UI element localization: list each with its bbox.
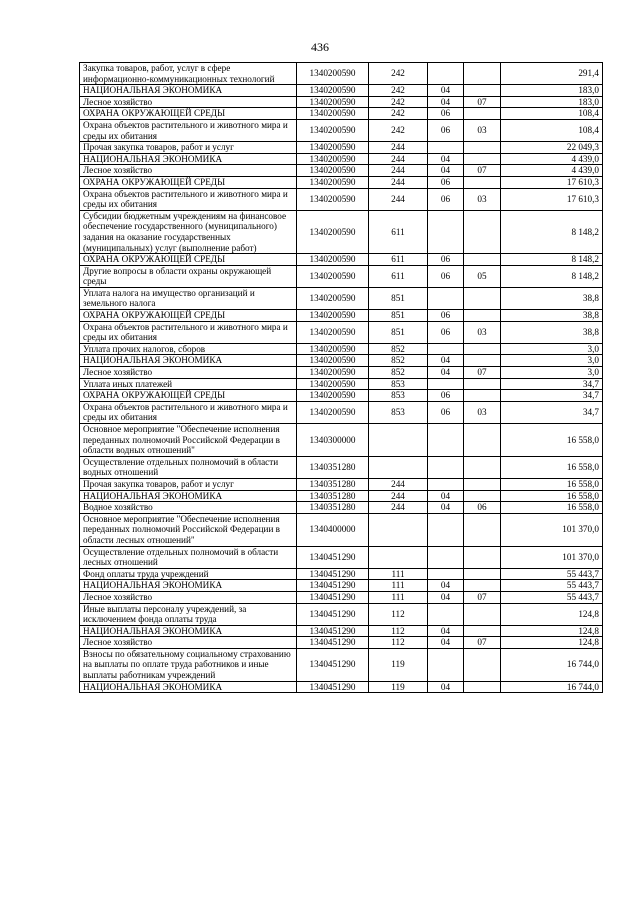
target-article-cell: 1340451290 (297, 546, 369, 568)
table-row (80, 424, 603, 457)
subsection-cell (464, 478, 501, 490)
table-row (80, 96, 603, 108)
target-article-cell: 1340200590 (297, 188, 369, 210)
amount-cell: 34,7 (501, 390, 603, 402)
table-row (80, 456, 603, 478)
section-cell: 04 (428, 367, 464, 379)
subsection-cell (464, 142, 501, 154)
item-name-cell: Лесное хозяйство (80, 637, 297, 649)
subsection-cell (464, 153, 501, 165)
amount-cell: 101 370,0 (501, 513, 603, 546)
table-row (80, 321, 603, 343)
target-article-cell: 1340200590 (297, 378, 369, 390)
section-cell: 04 (428, 153, 464, 165)
expense-type-cell: 112 (369, 603, 428, 625)
target-article-cell: 1340200590 (297, 142, 369, 154)
section-cell: 04 (428, 625, 464, 637)
budget-table-body (80, 63, 603, 693)
item-name-cell: ОХРАНА ОКРУЖАЮЩЕЙ СРЕДЫ (80, 254, 297, 266)
item-name-cell: Субсидии бюджетным учреждениям на финансовое обеспечение государственного (муниципального) задания на оказание государственных (муниципальных) услуг (выполнение работ) (80, 210, 297, 253)
section-cell: 04 (428, 490, 464, 502)
amount-cell: 16 558,0 (501, 478, 603, 490)
amount-cell: 101 370,0 (501, 546, 603, 568)
expense-type-cell: 112 (369, 625, 428, 637)
subsection-cell (464, 287, 501, 309)
subsection-cell (464, 603, 501, 625)
item-name-cell: Охрана объектов растительного и животного мира и среды их обитания (80, 321, 297, 343)
subsection-cell (464, 580, 501, 592)
item-name-cell: Иные выплаты персоналу учреждений, за исключением фонда оплаты труда (80, 603, 297, 625)
section-cell: 06 (428, 176, 464, 188)
expense-type-cell: 244 (369, 165, 428, 177)
amount-cell: 17 610,3 (501, 176, 603, 188)
table-row (80, 355, 603, 367)
subsection-cell (464, 254, 501, 266)
table-row (80, 681, 603, 693)
amount-cell: 16 558,0 (501, 502, 603, 514)
item-name-cell: НАЦИОНАЛЬНАЯ ЭКОНОМИКА (80, 681, 297, 693)
expense-type-cell: 852 (369, 343, 428, 355)
subsection-cell: 03 (464, 119, 501, 141)
table-row (80, 287, 603, 309)
table-row (80, 63, 603, 85)
item-name-cell: Охрана объектов растительного и животного мира и среды их обитания (80, 188, 297, 210)
subsection-cell: 07 (464, 367, 501, 379)
section-cell (428, 343, 464, 355)
item-name-cell: Охрана объектов растительного и животного мира и среды их обитания (80, 119, 297, 141)
target-article-cell: 1340200590 (297, 401, 369, 423)
expense-type-cell (369, 546, 428, 568)
section-cell: 06 (428, 321, 464, 343)
amount-cell: 108,4 (501, 119, 603, 141)
section-cell (428, 424, 464, 457)
item-name-cell: ОХРАНА ОКРУЖАЮЩЕЙ СРЕДЫ (80, 390, 297, 402)
target-article-cell: 1340200590 (297, 176, 369, 188)
section-cell (428, 648, 464, 681)
target-article-cell: 1340200590 (297, 265, 369, 287)
section-cell: 06 (428, 310, 464, 322)
expense-type-cell: 853 (369, 401, 428, 423)
item-name-cell: Уплата прочих налогов, сборов (80, 343, 297, 355)
section-cell (428, 603, 464, 625)
subsection-cell (464, 378, 501, 390)
amount-cell: 124,8 (501, 637, 603, 649)
subsection-cell: 05 (464, 265, 501, 287)
target-article-cell: 1340200590 (297, 153, 369, 165)
amount-cell: 55 443,7 (501, 591, 603, 603)
table-row (80, 153, 603, 165)
item-name-cell: Осуществление отдельных полномочий в области водных отношений (80, 456, 297, 478)
table-row (80, 176, 603, 188)
target-article-cell: 1340400000 (297, 513, 369, 546)
expense-type-cell: 244 (369, 142, 428, 154)
expense-type-cell (369, 513, 428, 546)
item-name-cell: Уплата налога на имущество организаций и земельного налога (80, 287, 297, 309)
target-article-cell: 1340451290 (297, 681, 369, 693)
amount-cell: 291,4 (501, 63, 603, 85)
target-article-cell: 1340451290 (297, 580, 369, 592)
target-article-cell: 1340300000 (297, 424, 369, 457)
amount-cell: 38,8 (501, 287, 603, 309)
section-cell: 04 (428, 165, 464, 177)
table-row (80, 265, 603, 287)
item-name-cell: Уплата иных платежей (80, 378, 297, 390)
expense-type-cell: 244 (369, 478, 428, 490)
item-name-cell: НАЦИОНАЛЬНАЯ ЭКОНОМИКА (80, 625, 297, 637)
section-cell: 06 (428, 265, 464, 287)
item-name-cell: Взносы по обязательному социальному страхованию на выплаты по оплате труда работников и иные выплаты работникам учреждений (80, 648, 297, 681)
subsection-cell (464, 625, 501, 637)
item-name-cell: НАЦИОНАЛЬНАЯ ЭКОНОМИКА (80, 153, 297, 165)
subsection-cell (464, 648, 501, 681)
amount-cell: 55 443,7 (501, 580, 603, 592)
target-article-cell: 1340451290 (297, 648, 369, 681)
table-row (80, 513, 603, 546)
section-cell (428, 287, 464, 309)
target-article-cell: 1340200590 (297, 165, 369, 177)
item-name-cell: Водное хозяйство (80, 502, 297, 514)
subsection-cell (464, 176, 501, 188)
item-name-cell: Основное мероприятие "Обеспечение исполнения переданных полномочий Российской Федерации в области лесных отношений" (80, 513, 297, 546)
item-name-cell: Основное мероприятие "Обеспечение исполнения переданных полномочий Российской Федерации в области водных отношений" (80, 424, 297, 457)
target-article-cell: 1340351280 (297, 502, 369, 514)
page-number: 436 (311, 40, 329, 54)
amount-cell: 34,7 (501, 401, 603, 423)
expense-type-cell: 242 (369, 85, 428, 97)
budget-table (79, 62, 603, 693)
section-cell: 06 (428, 390, 464, 402)
amount-cell: 16 558,0 (501, 490, 603, 502)
target-article-cell: 1340451290 (297, 568, 369, 580)
target-article-cell: 1340200590 (297, 321, 369, 343)
amount-cell: 34,7 (501, 378, 603, 390)
expense-type-cell: 111 (369, 568, 428, 580)
item-name-cell: Другие вопросы в области охраны окружающей среды (80, 265, 297, 287)
table-row (80, 254, 603, 266)
table-row (80, 165, 603, 177)
expense-type-cell: 851 (369, 310, 428, 322)
expense-type-cell: 611 (369, 210, 428, 253)
table-row (80, 210, 603, 253)
expense-type-cell: 852 (369, 367, 428, 379)
section-cell (428, 546, 464, 568)
item-name-cell: НАЦИОНАЛЬНАЯ ЭКОНОМИКА (80, 85, 297, 97)
amount-cell: 22 049,3 (501, 142, 603, 154)
target-article-cell: 1340200590 (297, 254, 369, 266)
subsection-cell (464, 355, 501, 367)
table-row (80, 568, 603, 580)
subsection-cell: 07 (464, 165, 501, 177)
subsection-cell: 07 (464, 96, 501, 108)
table-row (80, 546, 603, 568)
target-article-cell: 1340200590 (297, 119, 369, 141)
expense-type-cell: 242 (369, 108, 428, 120)
amount-cell: 38,8 (501, 310, 603, 322)
subsection-cell: 03 (464, 401, 501, 423)
table-row (80, 603, 603, 625)
table-row (80, 502, 603, 514)
section-cell: 04 (428, 502, 464, 514)
section-cell: 04 (428, 85, 464, 97)
subsection-cell (464, 546, 501, 568)
target-article-cell: 1340200590 (297, 96, 369, 108)
table-row (80, 648, 603, 681)
section-cell (428, 478, 464, 490)
amount-cell: 108,4 (501, 108, 603, 120)
amount-cell: 8 148,2 (501, 210, 603, 253)
target-article-cell: 1340200590 (297, 210, 369, 253)
expense-type-cell: 119 (369, 681, 428, 693)
amount-cell: 16 744,0 (501, 681, 603, 693)
item-name-cell: Закупка товаров, работ, услуг в сфере информационно-коммуникационных технологий (80, 63, 297, 85)
subsection-cell (464, 108, 501, 120)
amount-cell: 38,8 (501, 321, 603, 343)
item-name-cell: Лесное хозяйство (80, 165, 297, 177)
item-name-cell: Лесное хозяйство (80, 367, 297, 379)
expense-type-cell: 242 (369, 96, 428, 108)
section-cell: 04 (428, 591, 464, 603)
subsection-cell: 06 (464, 502, 501, 514)
item-name-cell: НАЦИОНАЛЬНАЯ ЭКОНОМИКА (80, 490, 297, 502)
table-row (80, 119, 603, 141)
expense-type-cell: 852 (369, 355, 428, 367)
section-cell (428, 378, 464, 390)
expense-type-cell: 244 (369, 176, 428, 188)
target-article-cell: 1340200590 (297, 287, 369, 309)
amount-cell: 183,0 (501, 85, 603, 97)
subsection-cell: 07 (464, 637, 501, 649)
amount-cell: 183,0 (501, 96, 603, 108)
item-name-cell: НАЦИОНАЛЬНАЯ ЭКОНОМИКА (80, 580, 297, 592)
target-article-cell: 1340451290 (297, 625, 369, 637)
expense-type-cell: 851 (369, 321, 428, 343)
amount-cell: 16 558,0 (501, 456, 603, 478)
subsection-cell (464, 310, 501, 322)
expense-type-cell: 111 (369, 580, 428, 592)
item-name-cell: ОХРАНА ОКРУЖАЮЩЕЙ СРЕДЫ (80, 108, 297, 120)
table-row (80, 367, 603, 379)
section-cell (428, 63, 464, 85)
item-name-cell: Осуществление отдельных полномочий в области лесных отношений (80, 546, 297, 568)
target-article-cell: 1340200590 (297, 390, 369, 402)
item-name-cell: Охрана объектов растительного и животного мира и среды их обитания (80, 401, 297, 423)
target-article-cell: 1340200590 (297, 63, 369, 85)
table-row (80, 401, 603, 423)
expense-type-cell: 112 (369, 637, 428, 649)
subsection-cell (464, 343, 501, 355)
item-name-cell: Лесное хозяйство (80, 591, 297, 603)
table-row (80, 580, 603, 592)
target-article-cell: 1340351280 (297, 490, 369, 502)
subsection-cell: 03 (464, 321, 501, 343)
amount-cell: 55 443,7 (501, 568, 603, 580)
section-cell (428, 210, 464, 253)
target-article-cell: 1340351280 (297, 456, 369, 478)
table-row (80, 108, 603, 120)
expense-type-cell: 119 (369, 648, 428, 681)
item-name-cell: Прочая закупка товаров, работ и услуг (80, 142, 297, 154)
amount-cell: 3,0 (501, 355, 603, 367)
section-cell: 06 (428, 119, 464, 141)
subsection-cell: 07 (464, 591, 501, 603)
item-name-cell: Фонд оплаты труда учреждений (80, 568, 297, 580)
amount-cell: 124,8 (501, 603, 603, 625)
item-name-cell: Лесное хозяйство (80, 96, 297, 108)
table-row (80, 390, 603, 402)
subsection-cell (464, 490, 501, 502)
target-article-cell: 1340200590 (297, 367, 369, 379)
section-cell (428, 456, 464, 478)
target-article-cell: 1340351280 (297, 478, 369, 490)
section-cell (428, 142, 464, 154)
table-row (80, 378, 603, 390)
section-cell: 04 (428, 355, 464, 367)
target-article-cell: 1340200590 (297, 343, 369, 355)
amount-cell: 3,0 (501, 367, 603, 379)
target-article-cell: 1340451290 (297, 603, 369, 625)
target-article-cell: 1340451290 (297, 637, 369, 649)
subsection-cell (464, 210, 501, 253)
table-row (80, 637, 603, 649)
subsection-cell (464, 456, 501, 478)
expense-type-cell: 244 (369, 188, 428, 210)
table-row (80, 478, 603, 490)
expense-type-cell: 611 (369, 254, 428, 266)
expense-type-cell: 244 (369, 502, 428, 514)
subsection-cell (464, 681, 501, 693)
target-article-cell: 1340200590 (297, 310, 369, 322)
section-cell: 06 (428, 401, 464, 423)
expense-type-cell: 611 (369, 265, 428, 287)
table-row (80, 343, 603, 355)
subsection-cell (464, 63, 501, 85)
expense-type-cell: 244 (369, 490, 428, 502)
target-article-cell: 1340451290 (297, 591, 369, 603)
subsection-cell (464, 513, 501, 546)
amount-cell: 16 744,0 (501, 648, 603, 681)
amount-cell: 124,8 (501, 625, 603, 637)
amount-cell: 16 558,0 (501, 424, 603, 457)
section-cell (428, 568, 464, 580)
subsection-cell (464, 424, 501, 457)
section-cell: 06 (428, 188, 464, 210)
subsection-cell (464, 390, 501, 402)
table-row (80, 625, 603, 637)
section-cell: 06 (428, 254, 464, 266)
expense-type-cell: 853 (369, 378, 428, 390)
subsection-cell (464, 568, 501, 580)
expense-type-cell: 244 (369, 153, 428, 165)
table-row (80, 188, 603, 210)
table-row (80, 591, 603, 603)
expense-type-cell: 111 (369, 591, 428, 603)
subsection-cell (464, 85, 501, 97)
section-cell: 04 (428, 580, 464, 592)
amount-cell: 8 148,2 (501, 265, 603, 287)
amount-cell: 17 610,3 (501, 188, 603, 210)
table-row (80, 310, 603, 322)
section-cell (428, 513, 464, 546)
expense-type-cell (369, 424, 428, 457)
expense-type-cell: 242 (369, 63, 428, 85)
target-article-cell: 1340200590 (297, 355, 369, 367)
section-cell: 04 (428, 637, 464, 649)
amount-cell: 4 439,0 (501, 153, 603, 165)
table-row (80, 142, 603, 154)
amount-cell: 3,0 (501, 343, 603, 355)
item-name-cell: ОХРАНА ОКРУЖАЮЩЕЙ СРЕДЫ (80, 310, 297, 322)
section-cell: 04 (428, 681, 464, 693)
item-name-cell: Прочая закупка товаров, работ и услуг (80, 478, 297, 490)
expense-type-cell: 242 (369, 119, 428, 141)
table-row (80, 490, 603, 502)
expense-type-cell: 853 (369, 390, 428, 402)
target-article-cell: 1340200590 (297, 108, 369, 120)
subsection-cell: 03 (464, 188, 501, 210)
section-cell: 04 (428, 96, 464, 108)
section-cell: 06 (428, 108, 464, 120)
target-article-cell: 1340200590 (297, 85, 369, 97)
table-row (80, 85, 603, 97)
expense-type-cell: 851 (369, 287, 428, 309)
item-name-cell: НАЦИОНАЛЬНАЯ ЭКОНОМИКА (80, 355, 297, 367)
amount-cell: 4 439,0 (501, 165, 603, 177)
amount-cell: 8 148,2 (501, 254, 603, 266)
expense-type-cell (369, 456, 428, 478)
item-name-cell: ОХРАНА ОКРУЖАЮЩЕЙ СРЕДЫ (80, 176, 297, 188)
